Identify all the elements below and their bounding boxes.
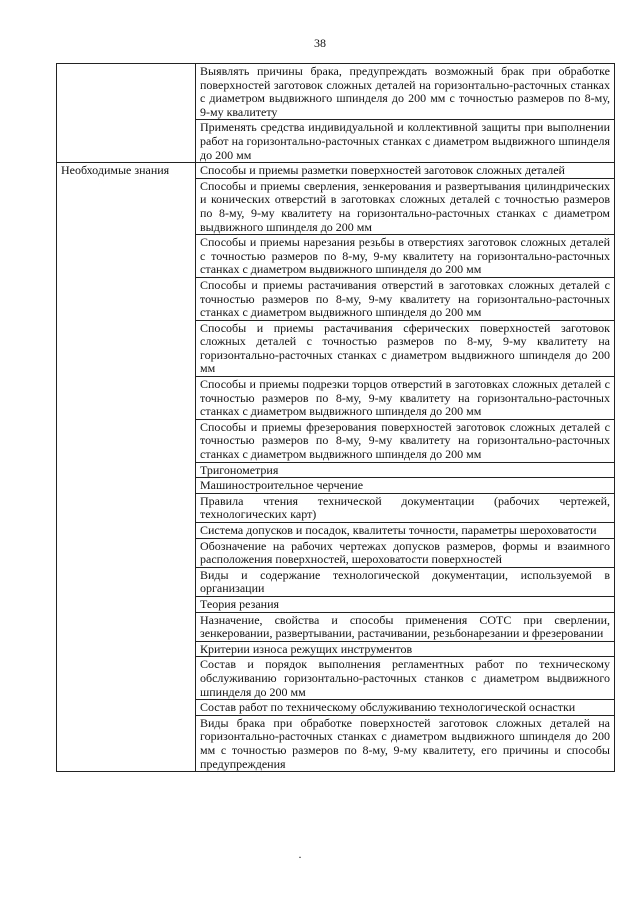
table-row bbox=[57, 64, 615, 120]
knowledge-item: Тригонометрия bbox=[196, 462, 615, 478]
knowledge-item: Критерии износа режущих инструментов bbox=[196, 641, 615, 657]
page-number: 38 bbox=[314, 36, 326, 50]
stray-mark: · bbox=[298, 850, 302, 864]
table-row bbox=[57, 163, 615, 179]
knowledge-item: Способы и приемы нарезания резьбы в отверстиях заготовок сложных деталей с точностью размеров по 8-му, 9-му квалитету на горизонтально-расточных станках с диаметром выдвижного шпинделя до 200 мм bbox=[196, 235, 615, 278]
knowledge-item: Виды и содержание технологической документации, используемой в организации bbox=[196, 567, 615, 596]
knowledge-item: Обозначение на рабочих чертежах допусков размеров, формы и взаимного расположения поверхностей, шероховатости поверхностей bbox=[196, 538, 615, 567]
skill-item: Применять средства индивидуальной и коллективной защиты при выполнении работ на горизонтально-расточных станках с диаметром выдвижного шпинделя до 200 мм bbox=[196, 120, 615, 163]
table-body bbox=[57, 64, 615, 772]
competency-table bbox=[56, 63, 615, 772]
knowledge-item: Состав работ по техническому обслуживанию технологической оснастки bbox=[196, 700, 615, 716]
knowledge-item: Способы и приемы разметки поверхностей заготовок сложных деталей bbox=[196, 163, 615, 179]
knowledge-item: Способы и приемы сверления, зенкерования и развертывания цилиндрических и конических отверстий в заготовках сложных деталей с точностью размеров по 8-му, 9-му квалитету на горизонтально-расточных станках с диаметром выдвижного шпинделя до 200 мм bbox=[196, 178, 615, 234]
knowledge-label: Необходимые знания bbox=[57, 163, 196, 772]
knowledge-item: Машиностроительное черчение bbox=[196, 478, 615, 494]
knowledge-item: Правила чтения технической документации (рабочих чертежей, технологических карт) bbox=[196, 493, 615, 522]
skill-item: Выявлять причины брака, предупреждать возможный брак при обработке поверхностей заготовок сложных деталей на горизонтально-расточных станках с диаметром выдвижного шпинделя до 200 мм с точностью размеров по 8-му, 9-му квалитету bbox=[196, 64, 615, 120]
knowledge-item: Теория резания bbox=[196, 596, 615, 612]
knowledge-item: Система допусков и посадок, квалитеты точности, параметры шероховатости bbox=[196, 523, 615, 539]
knowledge-item: Назначение, свойства и способы применения СОТС при сверлении, зенкеровании, развертывании, растачивании, резьбонарезании и фрезеровании bbox=[196, 612, 615, 641]
knowledge-item: Виды брака при обработке поверхностей заготовок сложных деталей на горизонтально-расточных станках с диаметром выдвижного шпинделя до 200 мм с точностью размеров по 8-му, 9-му квалитету, его причины и способы предупреждения bbox=[196, 715, 615, 771]
knowledge-item: Способы и приемы растачивания сферических поверхностей заготовок сложных деталей с точностью размеров по 8-му, 9-му квалитету на горизонтально-расточных станках с диаметром выдвижного шпинделя до 200 мм bbox=[196, 320, 615, 376]
knowledge-item: Состав и порядок выполнения регламентных работ по техническому обслуживанию горизонтально-расточных станков с диаметром выдвижного шпинделя до 200 мм bbox=[196, 657, 615, 700]
knowledge-item: Способы и приемы подрезки торцов отверстий в заготовках сложных деталей с точностью размеров по 8-му, 9-му квалитету на горизонтально-расточных станках с диаметром выдвижного шпинделя до 200 мм bbox=[196, 377, 615, 420]
skills-label-cell bbox=[57, 64, 196, 163]
knowledge-item: Способы и приемы фрезерования поверхностей заготовок сложных деталей с точностью размеров по 8-му, 9-му квалитету на горизонтально-расточных станках с диаметром выдвижного шпинделя до 200 мм bbox=[196, 419, 615, 462]
knowledge-item: Способы и приемы растачивания отверстий в заготовках сложных деталей с точностью размеров по 8-му, 9-му квалитету на горизонтально-расточных станках с диаметром выдвижного шпинделя до 200 мм bbox=[196, 277, 615, 320]
